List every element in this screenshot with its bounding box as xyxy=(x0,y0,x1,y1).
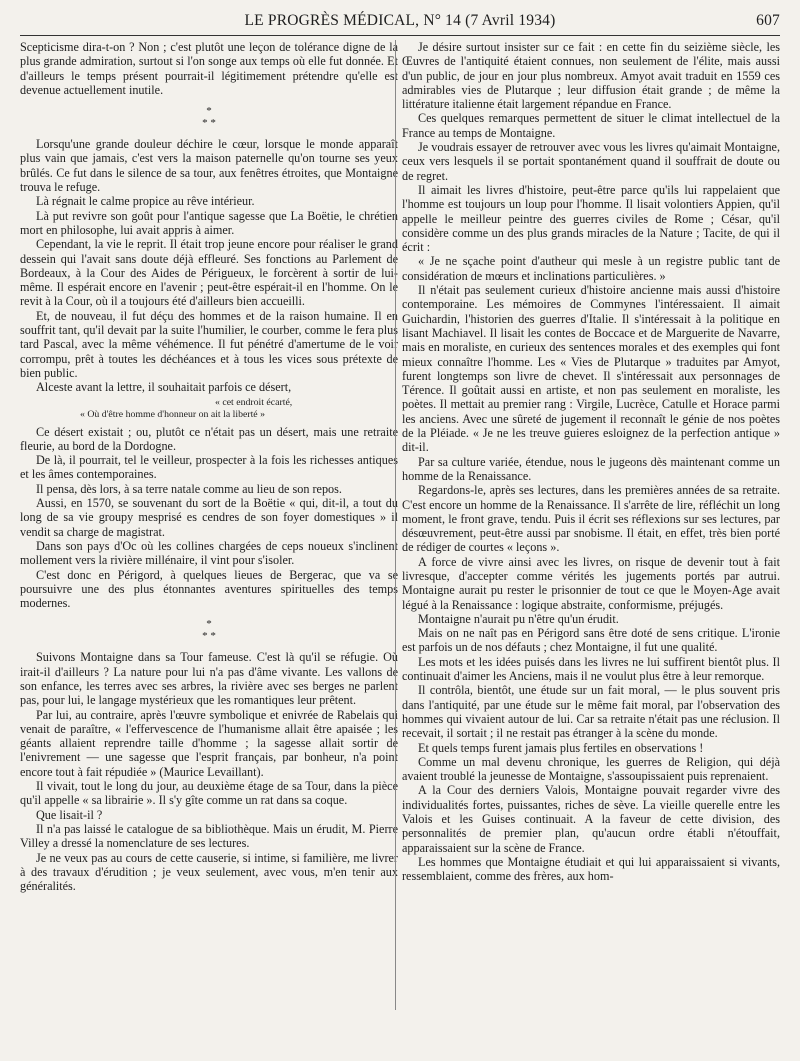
paragraph: Il contrôla, bientôt, une étude sur un fait moral, — le plus souvent pris dans l'antiquité, par une étude sur le même fait moral, par l'observation des hommes qui vivaient autour de lui. Car sa retraite n'était pas une réclusion. Il recevait, il sortait ; il ne restait pas étranger à la scène du monde. xyxy=(402,683,780,741)
paragraph: Je voudrais essayer de retrouver avec vous les livres qu'aimait Montaigne, ceux vers lesquels il se portait spontanément quand il souffrait de doute ou de regret. xyxy=(402,140,780,183)
page-header xyxy=(20,12,780,36)
page-number: 607 xyxy=(756,12,780,29)
right-column xyxy=(402,40,780,1052)
paragraph: Il vivait, tout le long du jour, au deuxième étage de sa Tour, dans la pièce qu'il appelle « sa librairie ». Il s'y gîte comme un rat dans sa coque. xyxy=(20,779,398,808)
verse-line: « Où d'être homme d'honneur on ait la liberté » xyxy=(80,408,265,420)
section-separator xyxy=(20,618,398,642)
paragraph: Il n'a pas laissé le catalogue de sa bibliothèque. Mais un érudit, M. Pierre Villey a dressé la nomenclature de ses lectures. xyxy=(20,821,398,851)
paragraph: Suivons Montaigne dans sa Tour fameuse. C'est là qu'il se réfugie. Où irait-il d'ailleurs ? La nature pour lui n'a pas d'âme vivante. Les vallons de son enfance, les terres avec ses arbres, la rivière avec ses berges ne parlent pas, pour lui, le langage mystérieux que les romantiques leur prêtent. xyxy=(20,650,398,708)
paragraph: Les mots et les idées puisés dans les livres ne lui suffirent bientôt plus. Il continuait d'aimer les Anciens, mais il ne voulut plus être à leur remorque. xyxy=(402,654,780,684)
paragraph: A force de vivre ainsi avec les livres, on risque de devenir tout à fait livresque, d'accepter comme vérités les jugements portés par autrui. Montaigne aurait pu rester le prisonnier de tout ce que le Moyen-Age avait légué à la Renaissance : logique abstraite, conformisme, préjugés. xyxy=(402,554,780,612)
separator-stars-top: * xyxy=(206,105,212,118)
separator-stars-bottom: * * xyxy=(202,630,216,643)
paragraph: Dans son pays d'Oc où les collines chargées de ceps noueux s'inclinent mollement vers la rivière millénaire, il vint pour s'isoler. xyxy=(20,538,398,568)
paragraph: Il n'était pas seulement curieux d'histoire ancienne mais aussi d'histoire contemporaine. Les mémoires de Commynes l'intéressaient. Il aimait Guichardin, l'historien des guerres d'Italie. Il s'intéressait à la politique en lisant Machiavel. Il lisait les contes de Boccace et de Marguerite de Navarre, mais en moraliste, en curieux des sentences morales et des exemples qui font mieux connaître l'homme. Les « Vies de Plutarque » traduites par Amyot, furent longtemps son livre de chevet. Il s'intéressait aux personnages de Térence. Il goûtait aussi en artiste, et non pas seulement en moraliste, les poètes. Il mettait au premier rang : Virgile, Lucrèce, Catulle et Horace parmi les anciens. Avec une sûreté de jugement il reconnaît le génie de nos poètes de la Pléiade. « Je ne les treuve guieres esloignez de la perfection antique » dit-il. xyxy=(402,283,780,455)
paragraph: Scepticisme dira-t-on ? Non ; c'est plutôt une leçon de tolérance digne de la plus grande admiration, surtout si l'on songe aux temps où elle fut donnée. Et d'ailleurs le temps présent pourrait-il légitimement prétendre qu'elle est devenue actuellement inutile. xyxy=(20,40,398,97)
verse-line: « cet endroit écarté, xyxy=(215,396,293,408)
header-rule xyxy=(20,35,780,36)
paragraph: Il pensa, dès lors, à sa terre natale comme au lieu de son repos. xyxy=(36,481,342,496)
paragraph: A la Cour des derniers Valois, Montaigne pouvait regarder vivre des individualités fortes, puissantes, riches de sève. La vieille querelle entre les Valois et les Guises continuait. A la faveur de cette division, des personnalités de premier plan, qu'aucun ordre établi n'étouffait, apparaissaient sur la scène de France. xyxy=(402,783,780,855)
paragraph: Comme un mal devenu chronique, les guerres de Religion, qui déjà avaient troublé la jeunesse de Montaigne, s'assoupissaient puis reprenaient. xyxy=(402,754,780,784)
paragraph: Regardons-le, après ses lectures, dans les premières années de sa retraite. C'est encore un homme de la Renaissance. Il s'arrête de lire, réfléchit un long moment, le front grave, tendu. Puis il écrit ses réflexions sur ses lectures, par désœuvrement, peut-être aussi par snobisme. Il était, en effet, très bien porté de rédiger de courtes « leçons ». xyxy=(402,483,780,555)
paragraph: Il aimait les livres d'histoire, peut-être parce qu'ils lui rappelaient que l'homme est toujours un loup pour l'homme. Il lisait volontiers Appien, qu'il appelle le meilleur peintre des guerres civiles de Rome ; César, qu'il considère comme un des plus grands miracles de la Nature ; Tacite, de qui il écrit : xyxy=(402,182,780,255)
paragraph: De là, il pourrait, tel le veilleur, prospecter à la fois les richesses antiques et les âmes contemporaines. xyxy=(20,453,398,482)
paragraph: Et quels temps furent jamais plus fertiles en observations ! xyxy=(418,740,704,755)
paragraph: Montaigne n'aurait pu n'être qu'un érudit. xyxy=(418,611,619,626)
paragraph: Que lisait-il ? xyxy=(36,807,103,822)
paragraph: Je désire surtout insister sur ce fait : en cette fin du seizième siècle, les Œuvres de l'antiquité étaient connues, non seulement de l'élite, mais aussi d'un public, de jour en jour plus nombreux. Amyot avait traduit en 1559 ces admirables vies de Plutarque ; leur diffusion était grande ; de même la littérature italienne était largement répandue en France. xyxy=(402,40,780,112)
quote-paragraph: « Je ne sçache point d'autheur qui mesle à un registre public tant de considération de mœurs et inclinations particulières. » xyxy=(402,254,780,283)
paragraph: Mais on ne naît pas en Périgord sans être doté de sens critique. L'ironie est parfois un de nos défauts ; chez Montaigne, il fut une qualité. xyxy=(402,626,780,655)
paragraph: Alceste avant la lettre, il souhaitait parfois ce désert, xyxy=(36,380,292,395)
paragraph: Cependant, la vie le reprit. Il était trop jeune encore pour réaliser le grand dessein qui l'avait sans doute déjà effleuré. Ses fonctions au Parlement de Bordeaux, à la Cour des Aides de Périgueux, le forcèrent à sortir de lui-même. Il espérait encore en l'avenir ; peut-être espérait-il en l'homme. On le revit à la Cour, où il a toujours été d'ailleurs bien accueilli. xyxy=(20,237,398,309)
paragraph: Par sa culture variée, étendue, nous le jugeons dès maintenant comme un homme de la Renaissance. xyxy=(402,454,780,483)
paragraph: Par lui, au contraire, après l'œuvre symbolique et enivrée de Rabelais qui venait de paraître, « l'effervescence de l'humanisme allait être apaisée ; les géants allaient reprendre taille d'homme ; la sagesse allait sortir de l'enivrement — une sagesse que l'esprit français, par bonheur, n'a point encore tout à fait répudiée » (Maurice Levaillant). xyxy=(20,707,398,779)
separator-stars-bottom: * * xyxy=(202,117,216,130)
separator-stars-top: * xyxy=(206,618,212,631)
paragraph: Lorsqu'une grande douleur déchire le cœur, lorsque le monde apparaît plus vain que jamais, c'est vers la maison paternelle qu'on tourne ses yeux brûlés. Ce fut dans le silence de sa tour, aux fenêtres étroites, que Montaigne trouva le refuge. xyxy=(20,137,398,195)
paragraph: Et, de nouveau, il fut déçu des hommes et de la raison humaine. Il en souffrit tant, qu'il devait par la suite l'humilier, le courber, comme le fera plus tard Pascal, avec la même véhémence. Il fut pénétré d'amertume de le voir corrompu, prêt à toutes les déchéances et à tous les vices sous prétexte de bien public. xyxy=(20,308,398,380)
paragraph: Les hommes que Montaigne étudiait et qui lui apparaissaient si vivants, ressemblaient, comme des frères, aux hom- xyxy=(402,854,780,884)
paragraph: Là régnait le calme propice au rêve intérieur. xyxy=(36,194,255,209)
paragraph: Je ne veux pas au cours de cette causerie, si intime, si familière, me livrer à des travaux d'érudition ; je veux seulement, avec vous, m'en tenir aux généralités. xyxy=(20,850,398,894)
paragraph: Ce désert existait ; ou, plutôt ce n'était pas un désert, mais une retraite fleurie, au bord de la Dordogne. xyxy=(20,424,398,453)
column-divider xyxy=(395,40,396,1010)
verse-quote xyxy=(20,397,398,421)
paragraph: Là put revivre son goût pour l'antique sagesse que La Boëtie, le chrétien mort en philosophe, lui avait appris à aimer. xyxy=(20,208,398,237)
journal-title: LE PROGRÈS MÉDICAL, N° 14 (7 Avril 1934) xyxy=(244,12,556,29)
paragraph: Aussi, en 1570, se souvenant du sort de la Boëtie « qui, dit-il, a tout du long de sa vie groupy mesprisé es cendres de son foyer domestiques » il vendit sa charge de magistrat. xyxy=(20,496,398,539)
paragraph: Ces quelques remarques permettent de situer le climat intellectuel de la France au temps de Montaigne. xyxy=(402,111,780,140)
paragraph: C'est donc en Périgord, à quelques lieues de Bergerac, que va se poursuivre une des plus étonnantes aventures spirituelles des temps modernes. xyxy=(20,567,398,611)
left-column xyxy=(20,40,398,1052)
section-separator xyxy=(20,105,398,129)
